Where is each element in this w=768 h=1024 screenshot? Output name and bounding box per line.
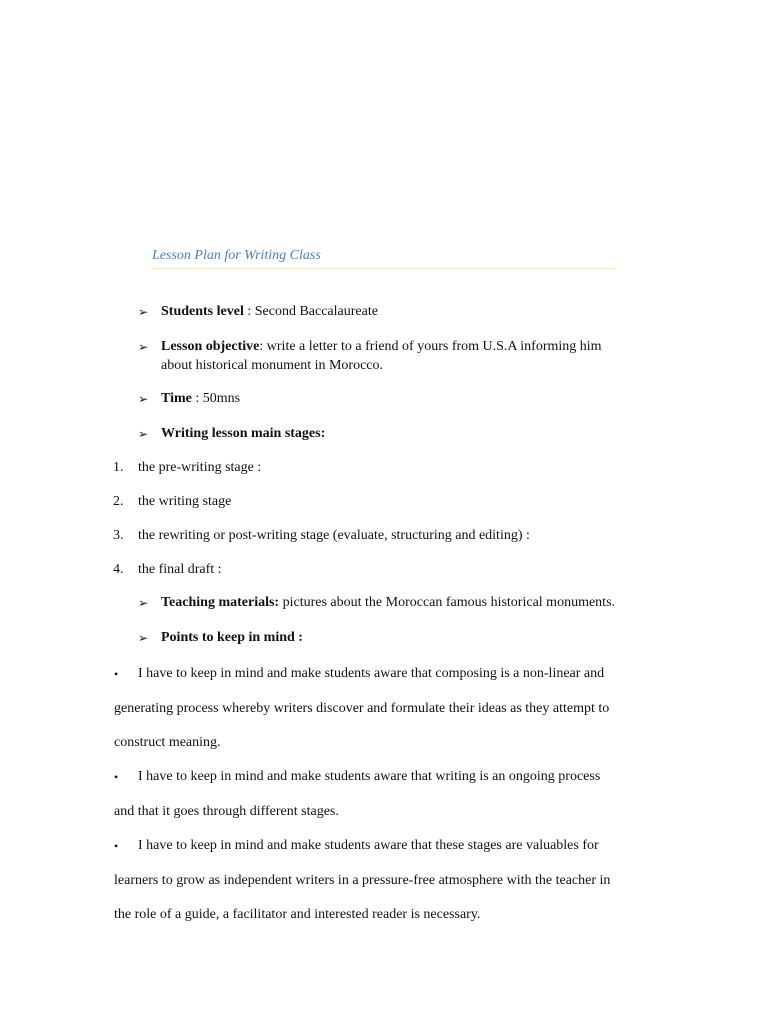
list-number: 4. [113, 562, 124, 577]
point-line: and that it goes through different stages. [114, 804, 339, 819]
item-text: : write a letter to a friend of yours from U.S.A informing him [259, 339, 602, 354]
points-heading [161, 629, 303, 647]
lesson-objective-continued: about historical monument in Morocco. [161, 358, 384, 373]
arrow-bullet-icon: ➢ [138, 596, 149, 610]
item-label: Writing lesson main stages: [161, 426, 326, 441]
item-text: : 50mns [191, 391, 241, 406]
point-line: generating process whereby writers discover and formulate their ideas as they attempt to [114, 701, 610, 716]
list-number: 2. [113, 494, 124, 509]
point-line: construct meaning. [114, 735, 221, 750]
item-label: Lesson objective [161, 339, 260, 354]
bullet-icon: • [114, 667, 119, 681]
item-text: pictures about the Moroccan famous historical monuments. [279, 595, 616, 610]
arrow-bullet-icon: ➢ [138, 427, 149, 441]
list-number: 1. [113, 460, 124, 475]
point-line: I have to keep in mind and make students aware that writing is an ongoing process [138, 769, 601, 784]
stage-item: the rewriting or post-writing stage (evaluate, structuring and editing) : [138, 528, 530, 543]
students-level-item [161, 303, 378, 321]
item-text: : Second Baccalaureate [243, 304, 378, 319]
stage-item: the final draft : [138, 562, 222, 577]
point-line: learners to grow as independent writers in a pressure-free atmosphere with the teacher in [114, 873, 611, 888]
arrow-bullet-icon: ➢ [138, 392, 149, 406]
point-line: I have to keep in mind and make students aware that these stages are valuables for [138, 838, 599, 853]
arrow-bullet-icon: ➢ [138, 340, 149, 354]
item-label: Time [161, 391, 192, 406]
item-label: Points to keep in mind : [161, 630, 303, 645]
time-item [161, 390, 240, 408]
teaching-materials-item [161, 594, 615, 612]
item-label: Teaching materials: [161, 595, 280, 610]
arrow-bullet-icon: ➢ [138, 305, 149, 319]
point-line: the role of a guide, a facilitator and interested reader is necessary. [114, 907, 481, 922]
stage-item: the pre-writing stage : [138, 460, 262, 475]
list-number: 3. [113, 528, 124, 543]
title-underline [152, 268, 616, 269]
stage-item: the writing stage [138, 494, 232, 509]
arrow-bullet-icon: ➢ [138, 631, 149, 645]
lesson-objective-item [161, 338, 602, 356]
document-title: Lesson Plan for Writing Class [152, 248, 321, 263]
bullet-icon: • [114, 770, 119, 784]
main-stages-heading [161, 425, 325, 443]
point-line: I have to keep in mind and make students aware that composing is a non-linear and [138, 666, 605, 681]
item-label: Students level [161, 304, 244, 319]
bullet-icon: • [114, 839, 119, 853]
